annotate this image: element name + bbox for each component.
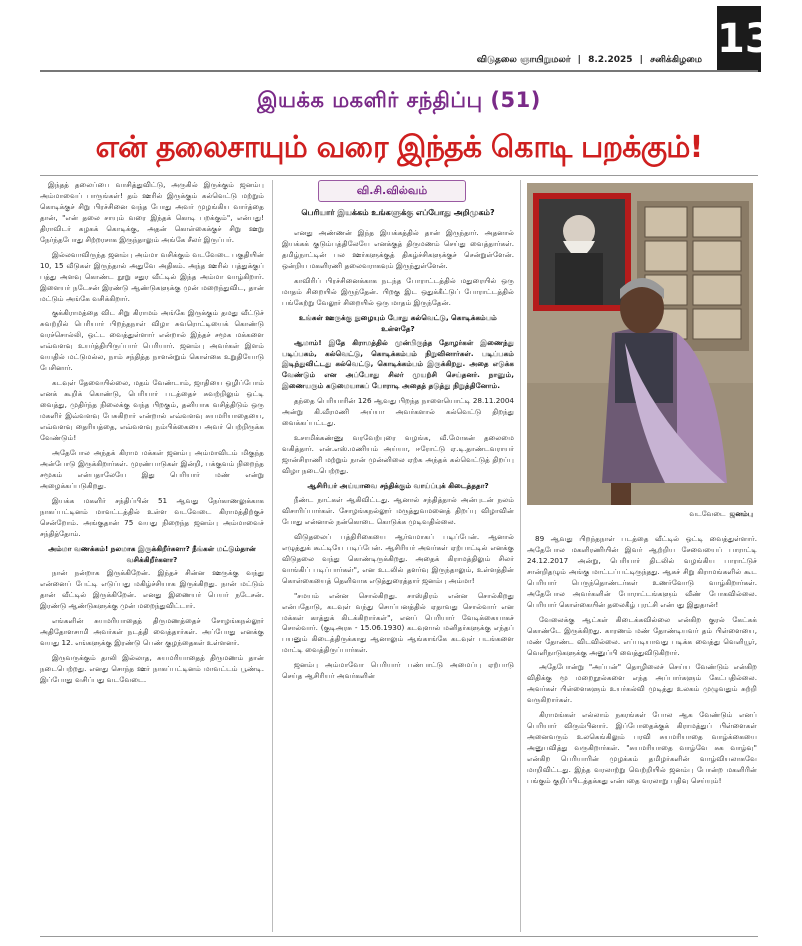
page-number: 13 bbox=[714, 6, 761, 72]
paragraph: இருவருக்கும் தாலி இல்லாத, சுயமரியாதைத் திருமணம் தான் நடைபெற்றது. எனது சொந்த ஊர் நாகப்பட்டினம் மாவட்டம் பூண்டி. இப்போது வசிப்பது வடவேடை. bbox=[40, 653, 264, 685]
paragraph: எங்களின் சுயமரியாதைத் திருமணத்தைச் சோழங்கநல்லூர் அதிதோளசாமி அவர்கள் நடத்தி வைத்தார்கள். அப்போது எனக்கு வயது 12. எங்களுக்கு இரண்டு பெண் குழந்தைகள் உள்ளனர். bbox=[40, 616, 264, 648]
paragraph: எனது அண்ணன் இந்த இயக்கத்தில் தான் இருந்தார். அதனால் இயக்கக் குடும்பத்திலேயே எனக்குத் திருமணம் செய்து வைத்தார்கள். தமிழ்நாட்டின் பல ஊர்களுக்குத் திகழ்ச்சிகளுக்குச் சென்றுள்ளேன். ஒன்றிய மகளிரணி தலைவராகவும் இருந்துள்ளேன். bbox=[282, 228, 514, 270]
column-2 bbox=[282, 228, 514, 686]
paragraph: தந்தை பெரியாரின் 126 ஆவது பிறந்த நாளையொட்டி 28.11.2004 அன்று கி.வீரமணி அய்யா அவர்களால் கல்வெட்டு திறந்து வைக்கப்பட்டது. bbox=[282, 396, 514, 428]
paragraph: உசாமிக்கண்ணு வரவேற்புரை வழங்க, வீ.மோகன் தலைமை வகித்தார். என்.எஸ்.மணியம் அய்யா, ஈரோட்டு ஏ.டி.தாண்டவராயர் ஜான்சிராணி மற்றும் நான் முன்னிலை ஏற்க அந்தக் கல்வெட்டுத் திறப்பு விழா நடைபெற்றது. bbox=[282, 433, 514, 476]
footer-rule bbox=[40, 936, 758, 937]
series-title: இயக்க மகளிர் சந்திப்பு (51) bbox=[257, 88, 541, 112]
column-divider bbox=[272, 180, 273, 932]
paragraph: விடுதலைப் பத்திரிகையை ஆர்வமாகப் படிப்பேன். ஆனால் எழுத்துக் கூட்டியே படிப்பேன். ஆசிரியர் அவர்கள் ஏற்பாட்டில் எனக்கு விடுதலை வந்து கொண்டிருக்கிறது. அதைக் கிராமத்திலும் சிலர் வாங்கிப் படிப்பார்கள்", என உடலில் தளர்வு இருந்தாலும், உள்ளத்தின் கொள்கையைத் தெளிவாக எடுத்துரைத்தார் ஜனம்பு அம்மா! bbox=[282, 531, 514, 585]
portrait-photo bbox=[527, 183, 753, 505]
column-3 bbox=[527, 534, 757, 791]
paragraph: ஜனம்பு அம்மாவோ பெரியார் பண்பாட்டு அமைப்பு ஏற்பாடு செய்த ஆசிரியர் அவர்களின் bbox=[282, 660, 514, 681]
paragraph: குக்கிராமத்தை விட சிறு கிராமம் அங்கே இருக்கும் தமது வீட்டுச் சுவற்றில் பெரியார் பிறந்தநாள் விழா சுவரொட்டியைக் கொண்டு வரச்சொல்லி, ஒட்ட வைத்துள்ளார் என்றால் இந்தச் சமூக மக்களை எவ்வளவு உயர்த்தியிருப்பார் பெரியார். ஜனம்பு அவர்கள் இளம் வயதில் மட்டுமல்ல, நாம் சந்தித்த நாளன்றும் கொள்கை உறுதியோடு பேசினார். bbox=[40, 308, 264, 373]
paragraph: அதேபோல அந்தக் கிராம மக்கள் ஜனம்பு அம்மாவிடம் மிகுந்த அன்போடு இருக்கிறார்கள். முரண்பாடுகள் இன்றி, பக்குவம் நிறைந்த சமூகம் என்பதாலேயே இது பெரியார் மண் என்று அழைக்கப்படுகிறது. bbox=[40, 447, 264, 490]
column-divider bbox=[520, 180, 521, 932]
header-separator: | bbox=[639, 55, 643, 65]
issue-date: 8.2.2025 bbox=[588, 55, 633, 65]
paragraph: வேலைக்கு ஆட்கள் கிடைக்கவில்லை என்கிற குரல் கேட்கக் கொண்டே இருக்கிறது. காரணம் மண் தோண்டியவர் தம் பிள்ளையை, மண் தோண்ட விடவில்லை. எப்படியாவது படிக்க வைத்து வெளியூர், வெளிநாடுகளுக்கு அனுப்பி வைத்துவிடுகிறார். bbox=[527, 614, 757, 657]
photo-caption bbox=[527, 507, 753, 521]
paragraph: அதேபோன்று "அப்பன்" தொழிலைச் செய்ய வேண்டும் என்கிற விதிக்கு மூ மறைநூல்களை எந்த அப்பார்களும் கேட்பதில்லை. அவர்கள் பிள்ளைகளும் உயர்கல்வி முடித்து உலகம் முழுவதும் சுற்றி வருகிறார்கள். bbox=[527, 662, 757, 705]
paragraph: கிராமங்கள் எல்லாம் நகரங்கள் போல ஆக வேண்டும் எனப் பெரியார் விரும்பினார். இப்போதைக்குக் கிராமத்துப் பிள்ளைகள் அனைவரும் உலகெங்கிலும் பரவி சுயமரியாதை வாழ்க்கையை அனுபவித்து வருகிறார்கள். "சுயமரியாதை வாழ்வே சுக வாழ்வு" என்கிற பெரியாரின் முழக்கம் தமிழர்களின் வாழ்வியலாகவே மாறிவிட்டது. இந்த வரலாற்று வெற்றியில் ஜனம்பு போன்ற மகளிரின் பங்கும் குறிப்பிடத்தக்கது என்பதை வரலாறு பதிவு செய்யும்! bbox=[527, 710, 757, 786]
paragraph: "சமயம் என்ன சொல்கிறது. சாஸ்திரம் என்ன சொல்கிறது என்பதோடு, கடவுள் வந்து சொப்பனத்தில் ஏதாவது சொல்வார் என மக்கள் காத்துக் கிடக்கிறார்கள்", எனப் பெரியார் வேடிக்கையாகச் சொல்வார். (குடிஅரசு - 15.06.1930) கடவுளால் மனிதர்களுக்கு எந்தப் பயனும் கிடைத்திருக்காது ஆனாலும் ஆங்காங்கே கடவுள் படங்களை மாட்டி வைத்திருப்பார்கள். bbox=[282, 590, 514, 655]
paragraph: காவிரிப் பிரச்சினைக்காக நடந்த போராட்டத்தில் மதுரையில் ஒரு மாதம் சிறையில் இருந்தேன். பிறகு இட ஒதுக்கீட்டுப் போராட்டத்தில் பங்கேற்று வேலூர் சிறையில் ஒரு மாதம் இருந்தேன். bbox=[282, 275, 514, 307]
paragraph: இல்லவாவிருந்த ஜனம்பு அம்மா வசிக்கும் வடவேடை பகுதியின் 10, 15 வீடுகள் இருந்தால் அதுவே அதிகம். அந்த ஊரில் பத்துக்குப் பத்து அளவு கொண்ட நூறு சதுர வீட்டில் இந்த அம்மா வாழ்கிறார். இளையர் நடேசன் இரண்டு ஆண்டுகளுக்கு முன் மறைந்துவிட, தான் மட்டும் அங்கே வசிக்கிறார். bbox=[40, 249, 264, 303]
headline: என் தலைசாயும் வரை இந்தக் கொடி பறக்கும்! bbox=[95, 130, 703, 165]
paragraph: நீண்ட நாட்கள் ஆகிவிட்டது. ஆனால் சந்தித்தால் அன்புடன் நலம் விசாரிப்பார்கள். சோழங்கநல்லூர் மருத்துவமனைத் திறப்பு விழாவின் போது என்னால் நன்கொடை கொடுக்க முடிவதில்லை. bbox=[282, 494, 514, 526]
paragraph: இயக்க மகளிர் சந்திப்பின் 51 ஆவது நேர்காணலுக்காக நாகப்பட்டினம் மாவட்டத்தில் உள்ள வடவேடை கிராமத்திற்குச் சென்றோம். அங்குதான் 75 வயது நிறைந்த ஜனம்பு அம்மாவைச் சந்தித்தோம். bbox=[40, 495, 264, 538]
column-1 bbox=[40, 180, 264, 690]
header-separator: | bbox=[577, 55, 581, 65]
page-header bbox=[40, 52, 710, 68]
paragraph: கடவுள் தேவையில்லை, மதம் வேண்டாம், ஜாதியை ஒழிப்போம் எனக் கூறிக் கொண்டு, பெரியார் படத்தைச் சுவற்றிலும் ஒட்டி வைத்து, முதிர்ந்த நிலைக்கு வந்த பிறகும், தனியாக வசித்திடும் ஒரு மகளிர் இவ்வளவு பேசுகிறார் என்றால் எவ்வளவு சுயமரியாதையை, எவ்வளவு தைரியத்தை, எவ்வளவு நம்பிக்கையை அவர் பெற்றிருக்க வேண்டும்! bbox=[40, 378, 264, 442]
interview-question: பெரியார் இயக்கம் உங்களுக்கு எப்போது அறிமுகம்? bbox=[301, 208, 495, 217]
caption-name: ஜனம்பு bbox=[729, 510, 753, 518]
interview-question: ஆசிரியர் அய்யாவை சந்திக்கும் வாய்ப்புக் கிடைத்ததா? bbox=[307, 481, 489, 491]
paragraph: 89 ஆவது பிறந்தநாள் படத்தை வீட்டில் ஒட்டி வைத்துள்ளார். அதேபோல மகளிரணியின் இவர் ஆற்றிய சேவையைப் பாராட்டி 24.12.2017 அன்று, பெரியார் திடலில் வழங்கிய பாராட்டுச் சான்றிதழும் அங்கு மாட்டப்பட்டிருந்தது. ஆகச் சிறு கிராமங்களில் கூட பெரியார் பெருந்தொண்டர்கள் உணர்வோடு வாழ்கிறார்கள். அதேபோல அவர்களின் போராட்டங்களும் வீண் போகவில்லை. பெரியார் கொள்கையின் தலைகீழ் புரட்சி என்பது இதுதான்! bbox=[527, 534, 757, 609]
paper-name: விடுதலை ஞாயிறுமலர் bbox=[476, 55, 571, 65]
issue-day: சனிக்கிழமை bbox=[650, 55, 702, 65]
interview-question: உங்கள் ஊருக்கு நுழையும் போது கல்வெட்டு, கொடிக்கம்பம் உள்ளதே? bbox=[299, 312, 497, 333]
header-rule bbox=[40, 70, 758, 72]
paragraph: ஆமாம்! இதே கிராமத்தில் முன்பிருந்த தோழர்கள் இணைந்து படிப்பகம், கல்வெட்டு, கொடிக்கம்பம் நிறுவினார்கள். படிப்பகம் இடிந்துவிட்டது கல்வெட்டு, கொடிக்கம்பம் இருக்கிறது. அதை எடுக்க வேண்டும் என அப்போது சிலர் முயற்சி செய்தனர். நானும், இணையரும் கடுமையாகப் போராடி அதைத் தடுத்து நிறுத்தினோம். bbox=[282, 337, 514, 391]
portrait-illustration bbox=[527, 183, 753, 505]
headline-rule bbox=[40, 175, 758, 176]
caption-place: வடவேடை bbox=[689, 510, 726, 518]
paragraph: நான் நன்றாக இருக்கிறேன். இந்தச் சின்ன ஊருக்கு வந்து என்னைப் பேட்டி எடுப்பது மகிழ்ச்சியாக இருக்கிறது. நான் மட்டும் தான் வீட்டில் இருக்கிறேன். எனது இணையர் பெயர் நடேசன். இரண்டு ஆண்டுகளுக்கு முன் மறைந்துவிட்டார். bbox=[40, 568, 264, 611]
byline: வி.சி.வில்வம் bbox=[318, 180, 466, 202]
interview-question: அம்மா வணக்கம்! நலமாக இருக்கிறீர்களா? நீங்கள் மட்டும்தான் வசிக்கிறீர்களா? bbox=[48, 543, 256, 564]
paragraph: இந்தத் தலைப்பை வாசித்துவிட்டு, அருகில் இருக்கும் ஜனம்பு அம்மாவைப் பாருங்கள்! தம் ஊரில் இருக்கும் கல்வெட்டு மற்றும் கொடிக்குச் சிறு பிரச்சினை வந்த போது அவர் முழங்கிய வார்த்தை தான், "என் தலை சாயும் வரை இந்தக் கொடி பறக்கும்", என்பது! திராவிடர் கழகக் கொடிக்கு, அதன் கொள்கைக்குச் சிறு ஊறு நேர்ந்தபோது சிற்றரசாக இருந்தாலும் அங்கே சீலர் இருப்பர். bbox=[40, 180, 264, 244]
